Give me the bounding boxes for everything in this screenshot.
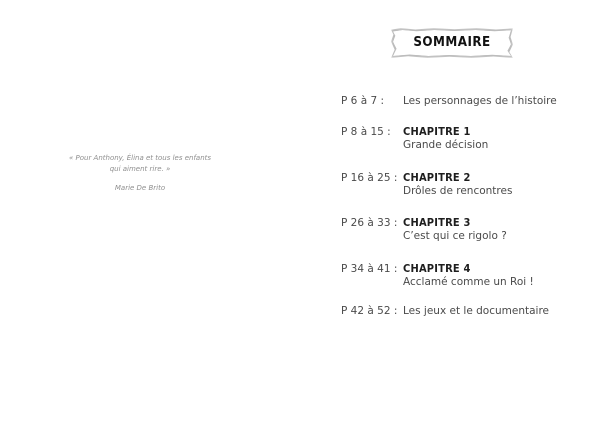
toc-page-range: P 8 à 15 : [341,126,391,138]
toc-entry-text [403,262,593,289]
toc-entry-text [403,304,593,318]
toc-entry-text [403,171,593,198]
right-page [300,0,600,425]
toc-page-range: P 26 à 33 : [341,217,398,229]
toc-chapter-label: CHAPITRE 1 [403,125,471,138]
toc-entry-title: Les jeux et le documentaire [403,305,550,317]
toc-entry-title: Les personnages de l’histoire [403,95,557,107]
toc-entry-title: Acclamé comme un Roi ! [403,276,534,288]
toc-page-range: P 16 à 25 : [341,172,398,184]
toc-page-range: P 6 à 7 : [341,95,385,107]
toc-chapter-label: CHAPITRE 3 [403,216,471,229]
dedication-line: qui aiment rire. » [109,165,171,173]
toc-entry-title: Drôles de rencontres [403,185,513,197]
dedication [40,153,240,194]
toc-entry-text [403,216,593,243]
toc-entry-text [403,94,593,108]
toc-entry-text [403,125,593,152]
toc-chapter-label: CHAPITRE 4 [403,262,471,275]
dedication-line: « Pour Anthony, Élina et tous les enfants [68,154,212,162]
toc-page-range: P 42 à 52 : [341,305,398,317]
toc-page-range: P 34 à 41 : [341,263,398,275]
toc-entry-title: Grande décision [403,139,489,151]
page-title: SOMMAIRE [413,35,491,50]
toc-chapter-label: CHAPITRE 2 [403,171,471,184]
toc-entry-title: C’est qui ce rigolo ? [403,230,507,242]
dedication-signature: Marie De Brito [114,184,166,192]
